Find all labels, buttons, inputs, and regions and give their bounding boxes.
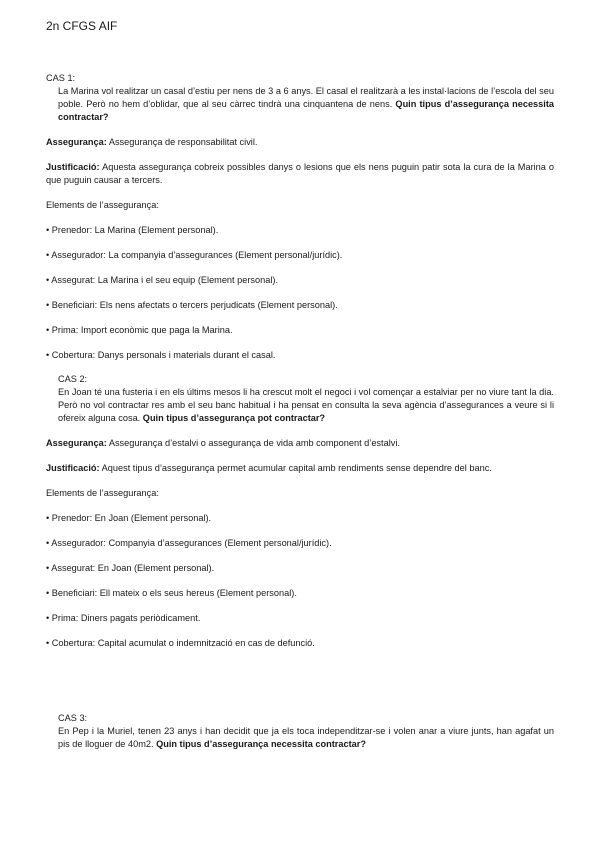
list-item: • Beneficiari: Ell mateix o els seus hereus (Element personal). <box>46 588 297 598</box>
document-header: 2n CFGS AIF <box>46 19 118 33</box>
case2-insurance <box>46 437 554 450</box>
case2-insurance-label: Assegurança: <box>46 438 107 448</box>
list-item: • Assegurador: La companyia d’assegurances (Element personal/jurídic). <box>46 250 343 260</box>
case1-elements-heading: Elements de l’assegurança: <box>46 200 159 210</box>
case2-justification-value: Aquest tipus d’assegurança permet acumular capital amb rendiments sense dependre del banc. <box>101 463 492 473</box>
case3-statement <box>58 725 554 751</box>
case2-elements-heading: Elements de l’assegurança: <box>46 488 159 498</box>
list-item: • Prima: Diners pagats periòdicament. <box>46 613 201 623</box>
list-item: • Assegurat: En Joan (Element personal). <box>46 563 215 573</box>
case1-question: Quin tipus d’assegurança necessita contractar? <box>58 99 554 122</box>
list-item: • Assegurador: Companyia d’assegurances (Element personal/jurídic). <box>46 538 332 548</box>
case1-title: CAS 1: <box>46 73 76 83</box>
case3-text: En Pep i la Muriel, tenen 23 anys i han decidit que ja els toca independitzar-se i volen anar a viure junts, han agafat un pis de lloguer de 40m2. <box>58 726 554 749</box>
list-item: • Assegurat: La Marina i el seu equip (Element personal). <box>46 275 279 285</box>
list-item: • Cobertura: Capital acumulat o indemnització en cas de defunció. <box>46 638 315 648</box>
list-item: • Prenedor: En Joan (Element personal). <box>46 513 212 523</box>
case2-justification-label: Justificació: <box>46 463 100 473</box>
case1-insurance <box>46 136 554 149</box>
case1-insurance-value: Assegurança de responsabilitat civil. <box>108 137 258 147</box>
case2-justification <box>46 462 554 475</box>
list-item: • Cobertura: Danys personals i materials durant el casal. <box>46 350 276 360</box>
document-body <box>46 72 554 751</box>
case1-statement <box>58 85 554 124</box>
case1-insurance-label: Assegurança: <box>46 137 107 147</box>
case2-insurance-value: Assegurança d’estalvi o assegurança de vida amb component d’estalvi. <box>108 438 400 448</box>
case1-justification <box>46 161 554 187</box>
case2-text: En Joan té una fusteria i en els últims mesos li ha crescut molt el negoci i vol començar a estalviar per no viure tant la dia. Però no vol contractar res amb el seu banc habitual i ha pensat en consulta la seva agència d’assegurances a veure si li ofereix alguna cosa. <box>58 387 554 423</box>
case1-text: La Marina vol realitzar un casal d’estiu per nens de 3 a 6 anys. El casal el realitzarà a les instal·lacions de l’escola del seu poble. Però no hem d’oblidar, que al seu càrrec tindrà una cinquantena de nens. <box>58 86 554 109</box>
case1-justification-value: Aquesta assegurança cobreix possibles danys o lesions que els nens puguin patir sota la cura de la Marina o que puguin causar a tercers. <box>46 162 554 185</box>
list-item: • Prima: Import econòmic que paga la Marina. <box>46 325 233 335</box>
case1-justification-label: Justificació: <box>46 162 100 172</box>
list-item: • Beneficiari: Els nens afectats o tercers perjudicats (Element personal). <box>46 300 338 310</box>
case2-statement <box>58 386 554 425</box>
case3-title: CAS 3: <box>58 713 88 723</box>
case2-title: CAS 2: <box>58 374 88 384</box>
case3-question: Quin tipus d’assegurança necessita contractar? <box>156 739 366 749</box>
list-item: • Prenedor: La Marina (Element personal). <box>46 225 219 235</box>
case2-question: Quin tipus d’assegurança pot contractar? <box>142 413 326 423</box>
